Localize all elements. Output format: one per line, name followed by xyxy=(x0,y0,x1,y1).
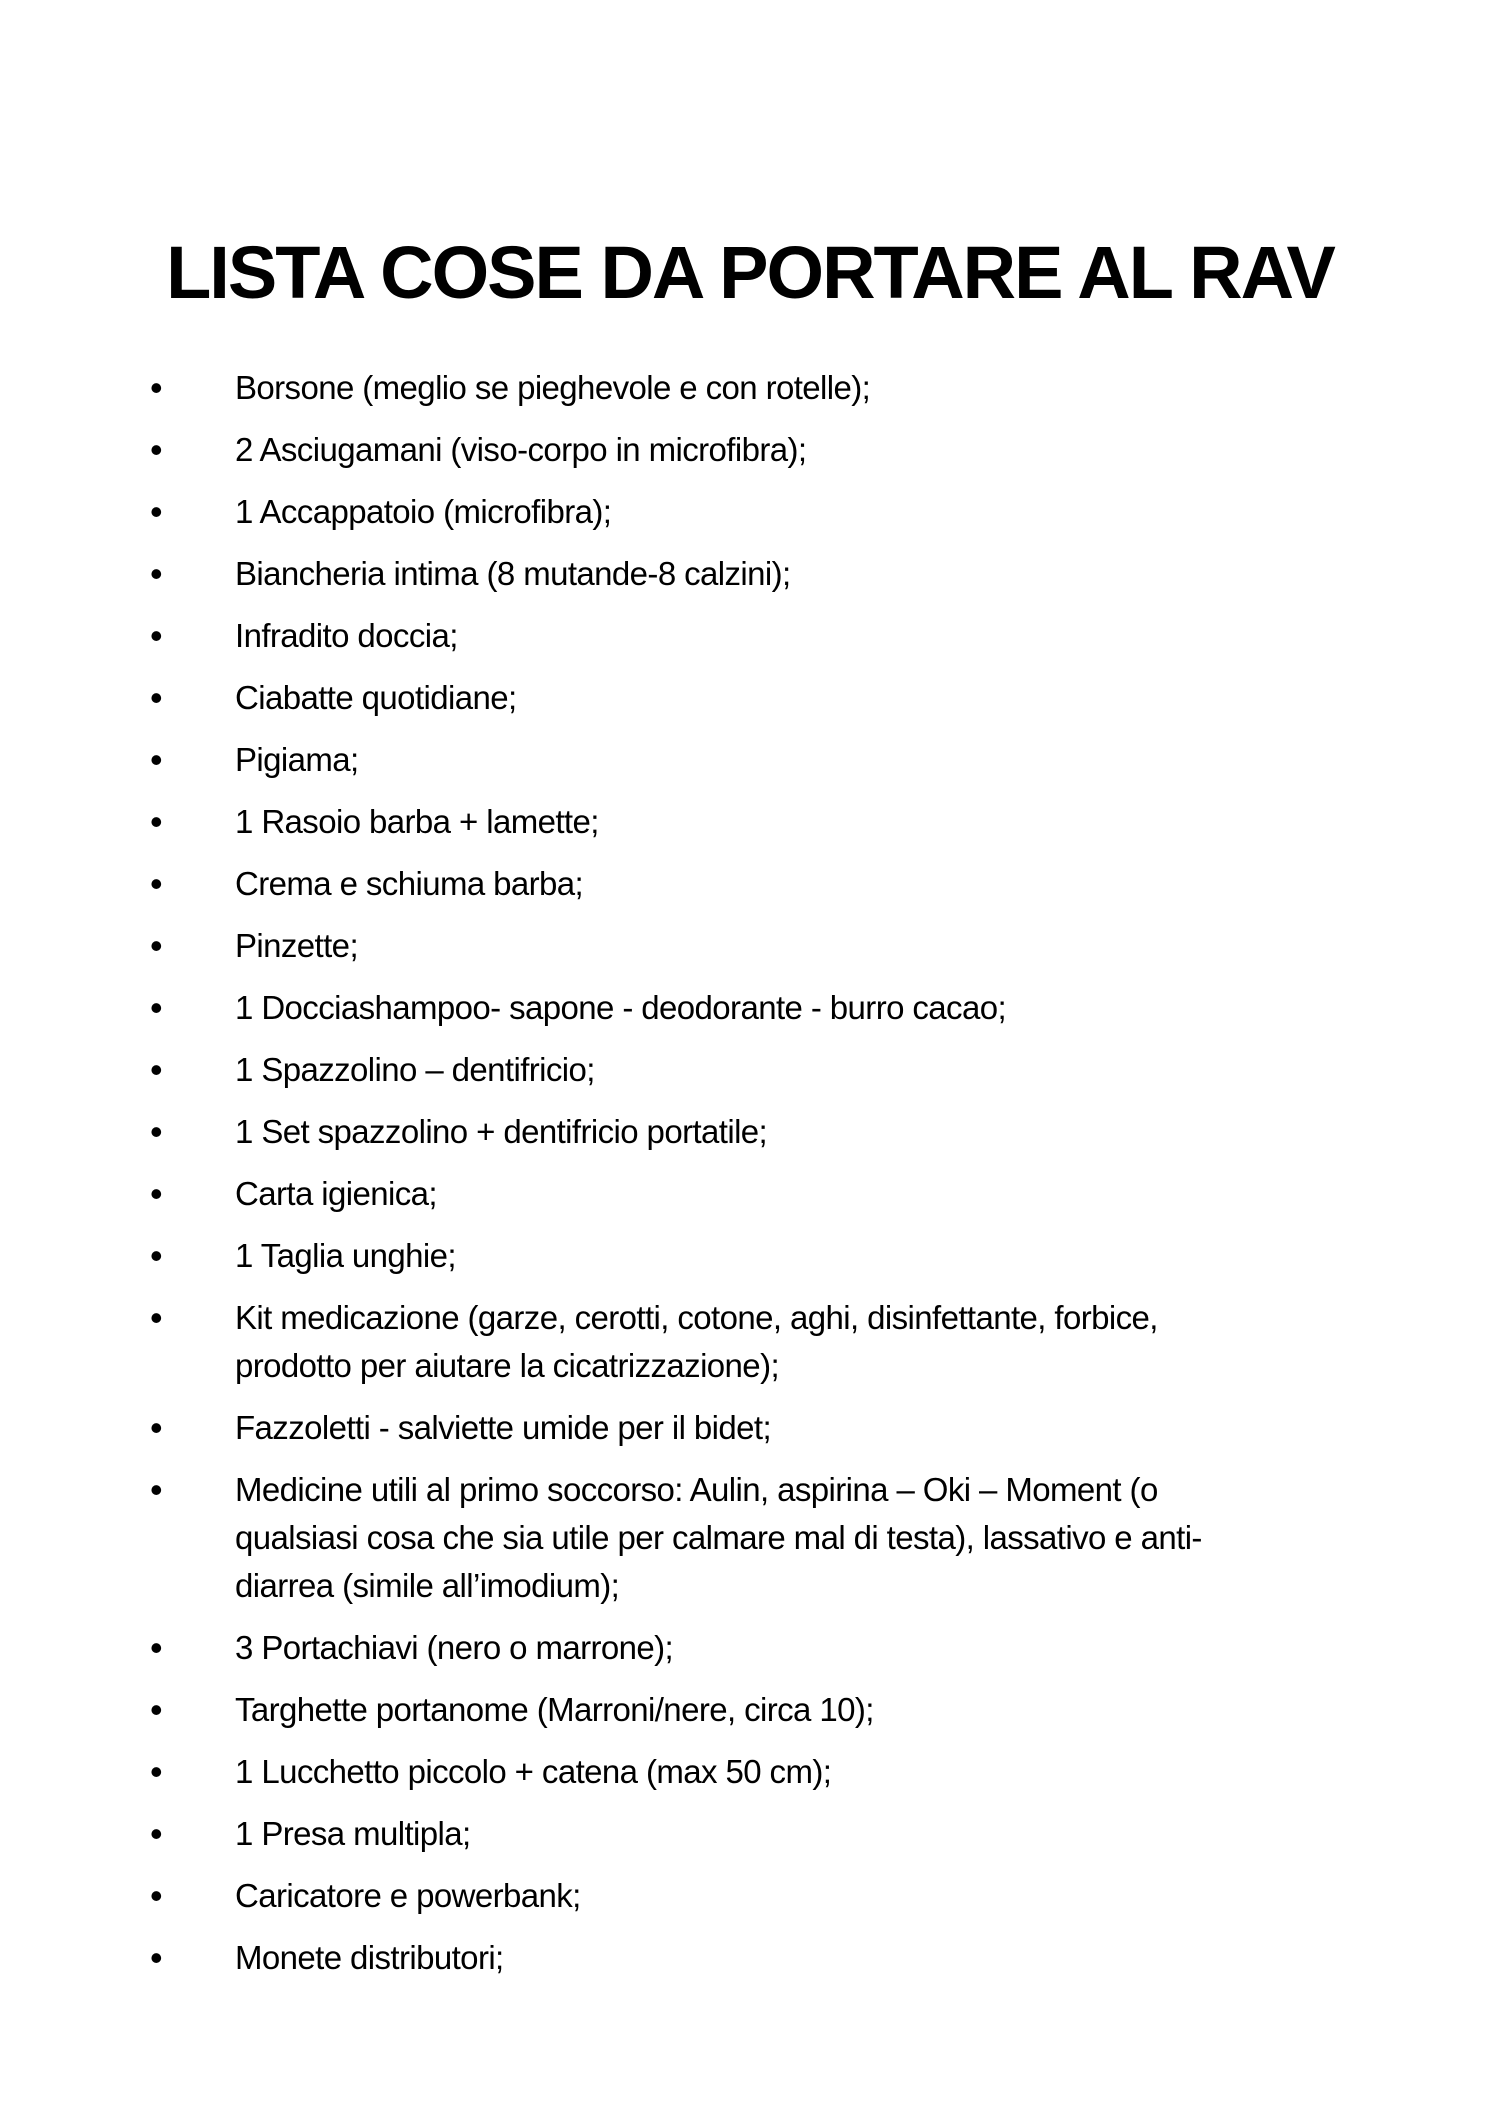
bullet-icon: • xyxy=(150,1689,163,1730)
packing-list xyxy=(0,364,1500,1996)
list-item-line: 1 Accappatoio (microfibra); xyxy=(235,493,612,530)
list-item-line: Ciabatte quotidiane; xyxy=(235,679,517,716)
list-item-line: 1 Lucchetto piccolo + catena (max 50 cm); xyxy=(235,1753,832,1790)
list-item-text xyxy=(235,1810,1500,1858)
list-item xyxy=(0,1748,1500,1796)
list-item xyxy=(0,984,1500,1032)
list-item-text xyxy=(235,1108,1500,1156)
list-item-text xyxy=(235,1748,1500,1796)
list-item xyxy=(0,922,1500,970)
list-item xyxy=(0,1108,1500,1156)
list-item-text xyxy=(235,1934,1500,1982)
bullet-icon: • xyxy=(150,491,163,532)
bullet-icon: • xyxy=(150,1111,163,1152)
bullet-icon: • xyxy=(150,553,163,594)
bullet-icon: • xyxy=(150,987,163,1028)
bullet-icon: • xyxy=(150,1875,163,1916)
list-item xyxy=(0,612,1500,660)
list-item xyxy=(0,1934,1500,1982)
list-item-text xyxy=(235,1624,1500,1672)
bullet-icon: • xyxy=(150,1813,163,1854)
bullet-icon: • xyxy=(150,1627,163,1668)
bullet-icon: • xyxy=(150,1751,163,1792)
list-item-line: Crema e schiuma barba; xyxy=(235,865,584,902)
list-item-text xyxy=(235,984,1500,1032)
bullet-icon: • xyxy=(150,801,163,842)
list-item-text xyxy=(235,1466,1500,1610)
list-item-text xyxy=(235,550,1500,598)
list-item xyxy=(0,798,1500,846)
list-item-line: Infradito doccia; xyxy=(235,617,458,654)
list-item-line: Biancheria intima (8 mutande-8 calzini); xyxy=(235,555,791,592)
list-item-text xyxy=(235,612,1500,660)
list-item-text xyxy=(235,1170,1500,1218)
bullet-icon: • xyxy=(150,1469,163,1510)
bullet-icon: • xyxy=(150,1173,163,1214)
bullet-icon: • xyxy=(150,677,163,718)
list-item-text xyxy=(235,860,1500,908)
list-item-line: Kit medicazione (garze, cerotti, cotone, aghi, disinfettante, forbice, xyxy=(235,1299,1158,1336)
list-item-line: 1 Presa multipla; xyxy=(235,1815,471,1852)
list-item-text xyxy=(235,1046,1500,1094)
list-item-line: prodotto per aiutare la cicatrizzazione); xyxy=(235,1347,780,1384)
list-item xyxy=(0,860,1500,908)
list-item-line: Pigiama; xyxy=(235,741,359,778)
list-item-line: 1 Rasoio barba + lamette; xyxy=(235,803,599,840)
list-item xyxy=(0,1810,1500,1858)
bullet-icon: • xyxy=(150,739,163,780)
list-item xyxy=(0,674,1500,722)
list-item xyxy=(0,1624,1500,1672)
list-item-text xyxy=(235,1294,1500,1390)
list-item xyxy=(0,550,1500,598)
list-item xyxy=(0,364,1500,412)
list-item-text xyxy=(235,1232,1500,1280)
bullet-icon: • xyxy=(150,1407,163,1448)
list-item-line: qualsiasi cosa che sia utile per calmare mal di testa), lassativo e anti- xyxy=(235,1519,1202,1556)
list-item-line: Pinzette; xyxy=(235,927,359,964)
bullet-icon: • xyxy=(150,1235,163,1276)
list-item xyxy=(0,488,1500,536)
list-item xyxy=(0,1046,1500,1094)
list-item xyxy=(0,1872,1500,1920)
bullet-icon: • xyxy=(150,615,163,656)
list-item-text xyxy=(235,488,1500,536)
list-item-text xyxy=(235,798,1500,846)
list-item-line: Caricatore e powerbank; xyxy=(235,1877,581,1914)
bullet-icon: • xyxy=(150,367,163,408)
list-item xyxy=(0,1404,1500,1452)
list-item xyxy=(0,1466,1500,1610)
list-item-line: Carta igienica; xyxy=(235,1175,437,1212)
list-item-text xyxy=(235,1872,1500,1920)
bullet-icon: • xyxy=(150,863,163,904)
list-item xyxy=(0,1170,1500,1218)
list-item-text xyxy=(235,1404,1500,1452)
list-item-text xyxy=(235,736,1500,784)
bullet-icon: • xyxy=(150,1049,163,1090)
list-item-line: 1 Spazzolino – dentifricio; xyxy=(235,1051,595,1088)
list-item xyxy=(0,736,1500,784)
page-title: LISTA COSE DA PORTARE AL RAV xyxy=(166,230,1334,314)
list-item-line: 2 Asciugamani (viso-corpo in microfibra); xyxy=(235,431,807,468)
list-item-line: 1 Set spazzolino + dentifricio portatile; xyxy=(235,1113,768,1150)
list-item-line: Monete distributori; xyxy=(235,1939,504,1976)
list-item-text xyxy=(235,364,1500,412)
list-item-line: diarrea (simile all’imodium); xyxy=(235,1567,620,1604)
list-item-text xyxy=(235,1686,1500,1734)
list-item xyxy=(0,1232,1500,1280)
list-item xyxy=(0,1686,1500,1734)
list-item-line: Borsone (meglio se pieghevole e con rotelle); xyxy=(235,369,871,406)
list-item-line: Targhette portanome (Marroni/nere, circa 10); xyxy=(235,1691,874,1728)
bullet-icon: • xyxy=(150,1937,163,1978)
list-item-line: 3 Portachiavi (nero o marrone); xyxy=(235,1629,674,1666)
list-item-line: 1 Taglia unghie; xyxy=(235,1237,456,1274)
list-item-line: Medicine utili al primo soccorso: Aulin, aspirina – Oki – Moment (o xyxy=(235,1471,1158,1508)
list-item-line: Fazzoletti - salviette umide per il bidet; xyxy=(235,1409,772,1446)
list-item-line: 1 Docciashampoo- sapone - deodorante - burro cacao; xyxy=(235,989,1007,1026)
bullet-icon: • xyxy=(150,429,163,470)
list-item-text xyxy=(235,426,1500,474)
list-item-text xyxy=(235,674,1500,722)
list-item xyxy=(0,426,1500,474)
bullet-icon: • xyxy=(150,925,163,966)
list-item xyxy=(0,1294,1500,1390)
list-item-text xyxy=(235,922,1500,970)
bullet-icon: • xyxy=(150,1297,163,1338)
